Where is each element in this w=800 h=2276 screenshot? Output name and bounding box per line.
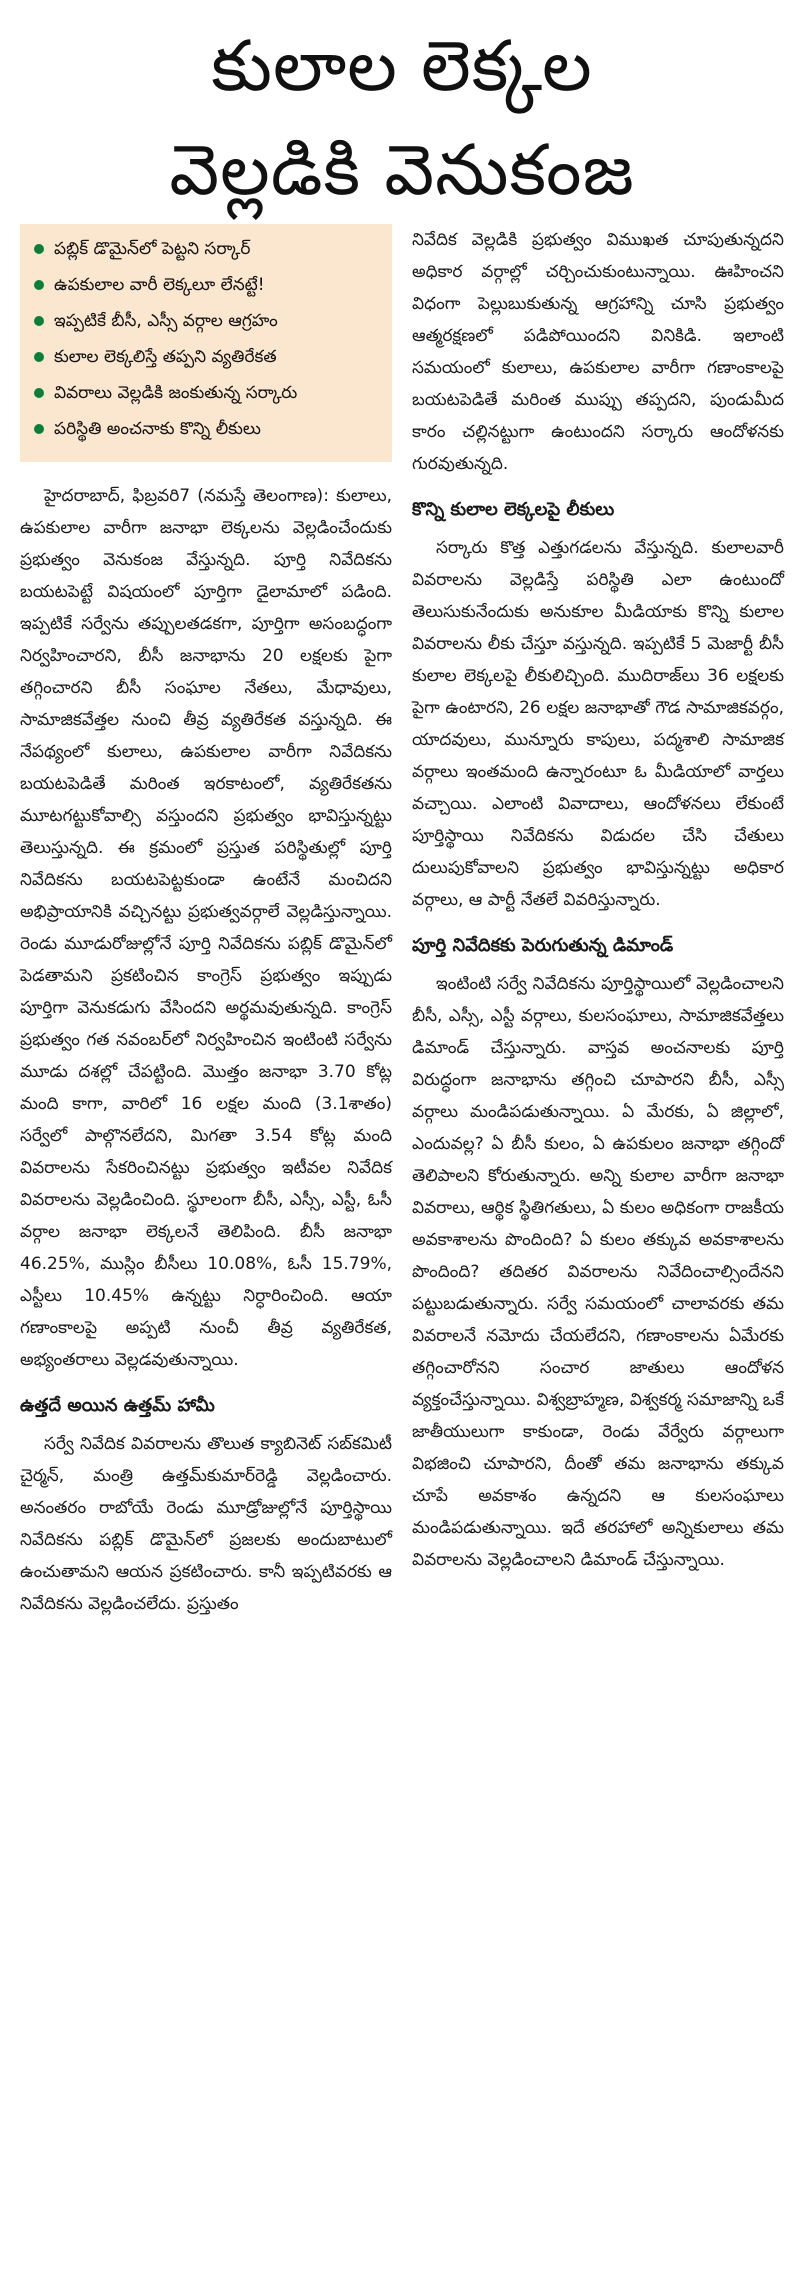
article-paragraph: సర్వే నివేదిక వివరాలను తొలుత క్యాబినెట్ సబ్‌కమిటీ చైర్మన్, మంత్రి ఉత్తమ్‌కుమార్‌రెడ్డి వెల్లడించారు. అనంతరం రాబోయే రెండు మూడ్రోజుల్లోనే పూర్తిస్థాయి నివేదికను పబ్లిక్ డొమైన్‌లో ప్రజలకు అందుబాటులో ఉంచుతామని ఆయన ప్రకటించారు. కానీ ఇప్పటివరకు ఆ నివేదికను వెల్లడించలేదు. ప్రస్తుతం: [20, 1434, 392, 1614]
bullet-icon: [34, 244, 44, 254]
headline: [20, 14, 784, 222]
highlight-text: వివరాలు వెల్లడికి జంకుతున్న సర్కారు: [54, 383, 298, 403]
highlights-box: [20, 224, 392, 462]
bullet-icon: [34, 388, 44, 398]
article-paragraph: ఇంటింటి సర్వే నివేదికను పూర్తిస్థాయిలో వెల్లడించాలని బీసీ, ఎస్సీ, ఎస్టీ వర్గాలు, కులసంఘాలు, సామాజికవేత్తలు డిమాండ్ చేస్తున్నారు. వాస్తవ అంచనాలకు పూర్తి విరుద్ధంగా జనాభాను తగ్గించి చూపారని బీసీ, ఎస్సీ వర్గాలు మండిపడుతున్నాయి. ఏ మేరకు, ఏ జిల్లాలో, ఎందువల్ల? ఏ బీసీ కులం, ఏ ఉపకులం జనాభా తగ్గిందో తెలిపాలని కోరుతున్నారు. అన్ని కులాల వారీగా జనాభా వివరాలు, ఆర్థిక స్థితిగతులు, ఏ కులం అధికంగా రాజకీయ అవకాశాలను పొందింది? ఏ కులం తక్కువ అవకాశాలను పొందింది? తదితర వివరాలను నివేదించాల్సిందేనని పట్టుబడుతున్నారు. సర్వే సమయంలో చాలావరకు తమ వివరాలనే నమోదు చేయలేదని, గణాంకాలను ఏమేరకు తగ్గించారోనని సంచార జాతులు ఆందోళన వ్యక్తంచేస్తున్నాయి. విశ్వబ్రాహ్మణ, విశ్వకర్మ సమాజాన్ని ఒకే జాతీయులుగా కాకుండా, రెండు వేర్వేరు వర్గాలుగా విభజించి చూపారని, దీంతో తమ జనాభాను తక్కువ చూపే అవకాశం ఉన్నదని ఆ కులసంఘాలు మండిపడుతున్నాయి. ఇదే తరహాలో అన్నికులాలు తమ వివరాలను వెల్లడించాలని డిమాండ్ చేస్తున్నాయి.: [412, 974, 784, 1570]
bullet-icon: [34, 280, 44, 290]
section-subheading: ఉత్తదే అయిన ఉత్తమ్ హామీ: [20, 1395, 215, 1416]
highlight-text: కులాల లెక్కలిస్తే తప్పని వ్యతిరేకత: [54, 347, 277, 367]
highlight-text: పబ్లిక్ డొమైన్‌లో పెట్టని సర్కార్: [54, 239, 251, 259]
highlight-text: ఇప్పటికే బీసీ, ఎస్సీ వర్గాల ఆగ్రహం: [54, 311, 278, 331]
highlight-item: [34, 346, 382, 368]
highlight-item: [34, 382, 382, 404]
headline-line-2: వెల్లడికి వెనుకంజ: [169, 129, 635, 211]
left-column: [20, 224, 392, 1620]
section-subheading: పూర్తి నివేదికకు పెరుగుతున్న డిమాండ్: [412, 935, 674, 956]
article-paragraph: నివేదిక వెల్లడికి ప్రభుత్వం విముఖత చూపుతున్నదని అధికార వర్గాల్లో చర్చించుకుంటున్నాయి. ఊహించని విధంగా పెల్లుబుకుతున్న ఆగ్రహాన్ని చూసి ప్రభుత్వం ఆత్మరక్షణలో పడిపోయిందని వినికిడి. ఇలాంటి సమయంలో కులాలు, ఉపకులాల వారీగా గణాంకాలపై బయటపెడితే మరింత ముప్పు తప్పదని, పుండుమీద కారం చల్లినట్టుగా ఉంటుందని సర్కారు ఆందోళనకు గురవుతున్నది.: [412, 230, 784, 474]
highlight-text: ఉపకులాల వారీ లెక్కలూ లేనట్టే!: [54, 275, 265, 295]
article-paragraph: హైదరాబాద్, ఫిబ్రవరి7 (నమస్తే తెలంగాణ): కులాలు, ఉపకులాల వారీగా జనాభా లెక్కలను వెల్లడించేందుకు ప్రభుత్వం వెనుకంజ వేస్తున్నది. పూర్తి నివేదికను బయటపెట్టే విషయంలో పూర్తిగా డైలామాలో పడింది. ఇప్పటికే సర్వేను తప్పులతడకగా, పూర్తిగా అసంబద్ధంగా నిర్వహించారని, బీసీ జనాభాను 20 లక్షలకు పైగా తగ్గించారని బీసీ సంఘాల నేతలు, మేధావులు, సామాజికవేత్తల నుంచి తీవ్ర వ్యతిరేకత వస్తున్నది. ఈ నేపథ్యంలో కులాలు, ఉపకులాల వారీగా నివేదికను బయటపెడితే మరింత ఇరకాటంలో, వ్యతిరేకతను మూటగట్టుకోవాల్సి వస్తుందని ప్రభుత్వం భావిస్తున్నట్టు తెలుస్తున్నది. ఈ క్రమంలో ప్రస్తుత పరిస్థితుల్లో పూర్తి నివేదికను బయటపెట్టకుండా ఉంటేనే మంచిదని అభిప్రాయానికి వచ్చినట్టు ప్రభుత్వవర్గాలే వెల్లడిస్తున్నాయి. రెండు మూడురోజుల్లోనే పూర్తి నివేదికను పబ్లిక్ డొమైన్‌లో పెడతామని ప్రకటించిన కాంగ్రెస్ ప్రభుత్వం ఇప్పుడు పూర్తిగా వెనుకడుగు వేసిందని అర్థమవుతున్నది. కాంగ్రెస్ ప్రభుత్వం గత నవంబర్‌లో నిర్వహించిన ఇంటింటి సర్వేను మూడు దశల్లో చేపట్టింది. మొత్తం జనాభా 3.70 కోట్ల మంది కాగా, వారిలో 16 లక్షల మంది (3.1శాతం) సర్వేలో పాల్గొనలేదని, మిగతా 3.54 కోట్ల మంది వివరాలను సేకరించినట్టు ప్రభుత్వం ఇటీవల నివేదిక వివరాలను వెల్లడించింది. స్థూలంగా బీసీ, ఎస్సీ, ఎస్టీ, ఓసీ వర్గాల జనాభా లెక్కలనే తెలిపింది. బీసీ జనాభా 46.25%, ముస్లిం బీసీలు 10.08%, ఓసీ 15.79%, ఎస్టీలు 10.45% ఉన్నట్టు నిర్ధారించింది. ఆయా గణాంకాలపై అప్పటి నుంచీ తీవ్ర వ్యతిరేకత, అభ్యంతరాలు వెల్లడవుతున్నాయి.: [20, 486, 392, 1370]
highlight-item: [34, 238, 382, 260]
section-subheading: కొన్ని కులాల లెక్కలపై లీకులు: [412, 499, 615, 520]
article-paragraph: సర్కారు కొత్త ఎత్తుగడలను వేస్తున్నది. కులాలవారీ వివరాలను వెల్లడిస్తే పరిస్థితి ఎలా ఉంటుందో తెలుసుకునేందుకు అనుకూల మీడియాకు కొన్ని కులాల వివరాలను లీకు చేస్తూ వస్తున్నది. ఇప్పటికే 5 మెజార్టీ బీసీ కులాల లెక్కలపై లీకులిచ్చింది. ముదిరాజ్‌లు 36 లక్షలకు పైగా ఉంటారని, 26 లక్షల జనాభాతో గౌడ సామాజికవర్గం, యాదవులు, మున్నూరు కాపులు, పద్మశాలి సామాజిక వర్గాలు ఇంతమంది ఉన్నారంటూ ఓ మీడియాలో వార్తలు వచ్చాయి. ఎలాంటి వివాదాలు, ఆందోళనలు లేకుంటే పూర్తిస్థాయి నివేదికను విడుదల చేసి చేతులు దులుపుకోవాలని ప్రభుత్వం భావిస్తున్నట్టు అధికార వర్గాలు, ఆ పార్టీ నేతలే వివరిస్తున్నారు.: [412, 538, 784, 910]
highlight-item: [34, 418, 382, 440]
article-columns: [20, 224, 784, 1620]
highlight-text: పరిస్థితి అంచనాకు కొన్ని లీకులు: [54, 419, 261, 439]
highlight-item: [34, 310, 382, 332]
bullet-icon: [34, 424, 44, 434]
headline-line-1: కులాల లెక్కల: [211, 25, 593, 107]
highlight-item: [34, 274, 382, 296]
bullet-icon: [34, 316, 44, 326]
right-column: [412, 224, 784, 1620]
bullet-icon: [34, 352, 44, 362]
